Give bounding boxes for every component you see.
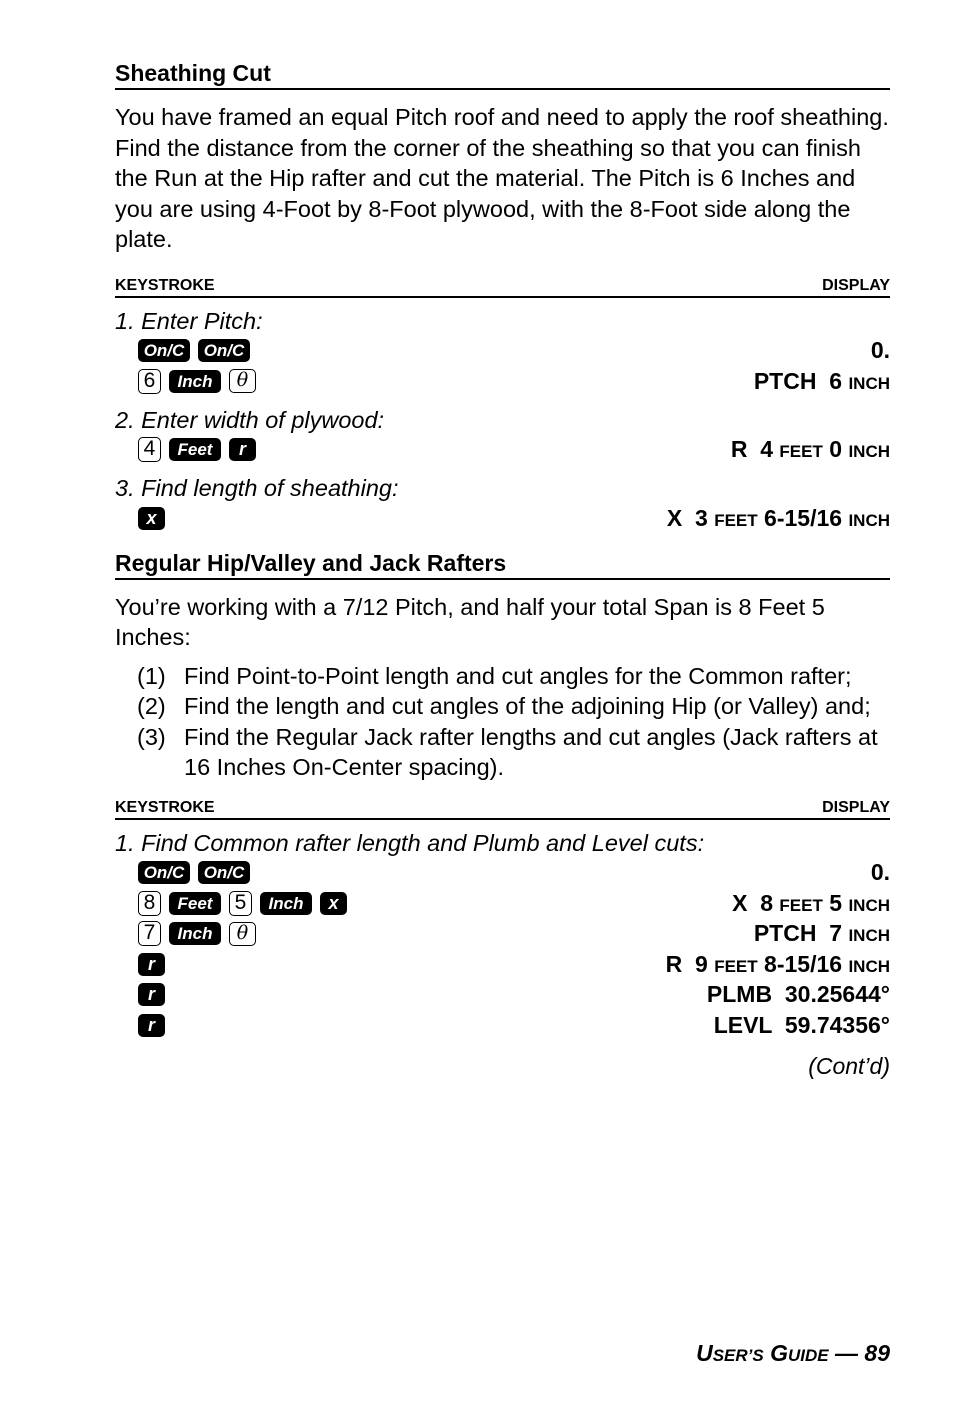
display-readout: 0. bbox=[870, 859, 890, 886]
keystroke-row bbox=[115, 503, 890, 534]
rise-key[interactable]: r bbox=[138, 1014, 165, 1037]
keystroke-display-header bbox=[115, 277, 890, 298]
pitch-key[interactable]: θ bbox=[229, 922, 256, 946]
key-sequence bbox=[138, 861, 250, 884]
display-readout: PLMB 30.25644° bbox=[706, 981, 890, 1008]
on-clear-key[interactable]: On/C bbox=[138, 339, 190, 362]
keystroke-display-header bbox=[115, 799, 890, 820]
display-readout: LEVL 59.74356° bbox=[713, 1011, 890, 1038]
key-sequence bbox=[138, 983, 165, 1006]
list-item-text: Find Point-to-Point length and cut angles for the Common rafter; bbox=[184, 662, 852, 689]
list-item-text: Find the length and cut angles of the adjoining Hip (or Valley) and; bbox=[184, 693, 871, 719]
display-label: DISPLAY bbox=[822, 276, 890, 294]
keystroke-row bbox=[115, 949, 890, 980]
footer-dash: — bbox=[835, 1340, 859, 1366]
continued-note: (Cont’d) bbox=[808, 1052, 890, 1079]
list-item bbox=[137, 691, 890, 722]
run-key[interactable]: x bbox=[138, 507, 165, 530]
sheathing-steps bbox=[115, 306, 890, 534]
display-readout: PTCH 7 INCH bbox=[753, 920, 890, 947]
sheathing-step bbox=[115, 405, 890, 466]
digit-6-key[interactable]: 6 bbox=[138, 369, 161, 394]
hip-rows bbox=[115, 858, 890, 1041]
sheathing-step bbox=[115, 473, 890, 534]
rise-key[interactable]: r bbox=[138, 983, 165, 1006]
sheathing-step bbox=[115, 306, 890, 397]
digit-5-key[interactable]: 5 bbox=[229, 891, 252, 916]
keystroke-row bbox=[115, 919, 890, 950]
key-sequence bbox=[138, 437, 256, 462]
footer-guide-title: USER’S GUIDE bbox=[696, 1340, 829, 1366]
display-readout: X 3 FEET 6-15/16 INCH bbox=[666, 504, 890, 531]
step-title: 1. Find Common rafter length and Plumb and Level cuts: bbox=[115, 829, 705, 856]
key-sequence bbox=[138, 921, 256, 946]
list-item-text: Find the Regular Jack rafter lengths and cut angles (Jack rafters at 16 Inches On-Center spacing). bbox=[184, 723, 878, 780]
keystroke-row bbox=[115, 1010, 890, 1041]
hip-step bbox=[115, 828, 890, 1041]
step-title: 3. Find length of sheathing: bbox=[115, 475, 399, 501]
run-key[interactable]: x bbox=[320, 892, 347, 915]
section-heading-hip: Regular Hip/Valley and Jack Rafters bbox=[115, 548, 890, 580]
display-label: DISPLAY bbox=[822, 798, 890, 816]
keystroke-row bbox=[115, 980, 890, 1011]
list-item bbox=[137, 661, 890, 692]
on-clear-key[interactable]: On/C bbox=[198, 861, 250, 884]
key-sequence bbox=[138, 507, 165, 530]
feet-key[interactable]: Feet bbox=[169, 892, 221, 915]
rise-key[interactable]: r bbox=[138, 953, 165, 976]
key-sequence bbox=[138, 891, 347, 916]
inch-key[interactable]: Inch bbox=[169, 922, 221, 945]
display-readout: PTCH 6 INCH bbox=[753, 367, 890, 394]
hip-paragraph: You’re working with a 7/12 Pitch, and half your total Span is 8 Feet 5 Inches: bbox=[115, 593, 825, 650]
inch-key[interactable]: Inch bbox=[260, 892, 312, 915]
step-title: 2. Enter width of plywood: bbox=[115, 406, 385, 433]
task-list bbox=[115, 661, 890, 783]
page-content bbox=[115, 58, 890, 1080]
section-heading-sheathing: Sheathing Cut bbox=[115, 58, 890, 90]
keystroke-row bbox=[115, 888, 890, 919]
list-item bbox=[137, 722, 890, 783]
display-readout: R 9 FEET 8-15/16 INCH bbox=[665, 950, 890, 977]
page-footer bbox=[696, 1340, 890, 1367]
list-item-number: (2) bbox=[137, 693, 166, 719]
keystroke-row bbox=[115, 336, 890, 367]
list-item-number: (3) bbox=[137, 723, 166, 750]
keystroke-row bbox=[115, 858, 890, 889]
key-sequence bbox=[138, 339, 250, 362]
display-readout: X 8 FEET 5 INCH bbox=[732, 889, 890, 916]
keystroke-row bbox=[115, 366, 890, 397]
key-sequence bbox=[138, 369, 256, 394]
display-readout: R 4 FEET 0 INCH bbox=[730, 436, 890, 463]
page-number: 89 bbox=[864, 1340, 890, 1366]
rise-key[interactable]: r bbox=[229, 438, 256, 461]
on-clear-key[interactable]: On/C bbox=[198, 339, 250, 362]
display-readout: 0. bbox=[870, 337, 890, 364]
feet-key[interactable]: Feet bbox=[169, 438, 221, 461]
keystroke-label: KEYSTROKE bbox=[115, 798, 215, 816]
on-clear-key[interactable]: On/C bbox=[138, 861, 190, 884]
digit-7-key[interactable]: 7 bbox=[138, 921, 161, 946]
sheathing-paragraph: You have framed an equal Pitch roof and need to apply the roof sheathing. Find the distance from the corner of the sheathing so that you can finish the Run at the Hip rafter and cut the material. The Pitch is 6 Inches and you are using 4-Foot by 8-Foot plywood, with the 8-Foot side along the plate. bbox=[115, 104, 889, 252]
keystroke-row bbox=[115, 435, 890, 466]
key-sequence bbox=[138, 1014, 165, 1037]
key-sequence bbox=[138, 953, 165, 976]
keystroke-label: KEYSTROKE bbox=[115, 276, 215, 294]
digit-8-key[interactable]: 8 bbox=[138, 891, 161, 916]
inch-key[interactable]: Inch bbox=[169, 370, 221, 393]
step-title: 1. Enter Pitch: bbox=[115, 307, 263, 334]
pitch-key[interactable]: θ bbox=[229, 369, 256, 393]
list-item-number: (1) bbox=[137, 662, 166, 689]
digit-4-key[interactable]: 4 bbox=[138, 437, 161, 462]
